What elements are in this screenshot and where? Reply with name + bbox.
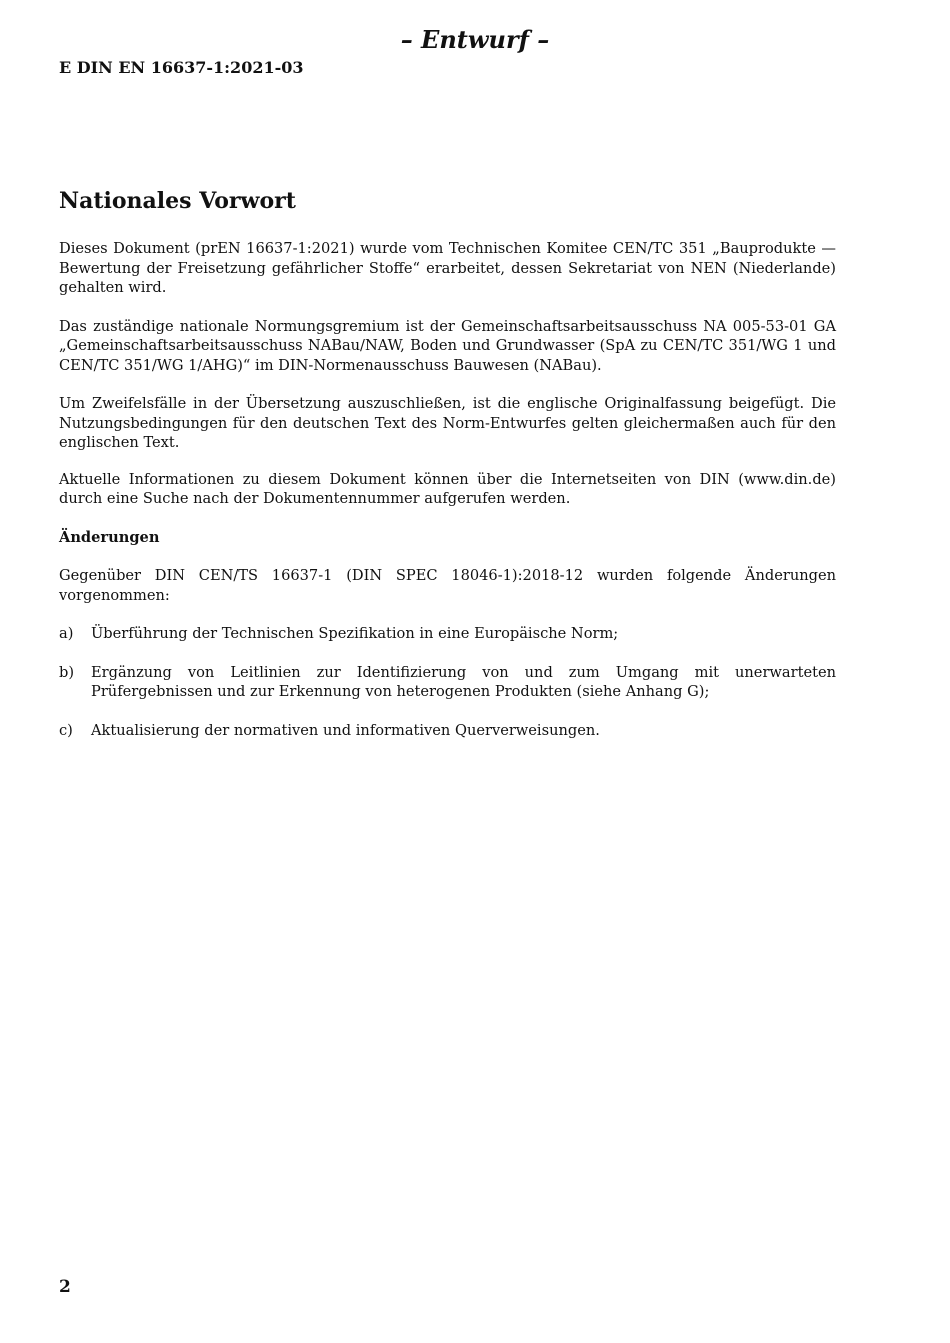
- paragraph-translation: Um Zweifelsfälle in der Übersetzung auszuschließen, ist die englische Originalfassung beigefügt. Die Nutzungsbedingungen für den deutschen Text des Norm-Entwurfes gelten gleichermaßen auch für den englischen Text.: [59, 395, 836, 451]
- changes-heading: Änderungen: [59, 528, 160, 546]
- list-item: [59, 663, 836, 702]
- paragraph-secretariat: Dieses Dokument (prEN 16637-1:2021) wurde vom Technischen Komitee CEN/TC 351 „Bauprodukte — Bewertung der Freisetzung gefährlicher Stoffe“ erarbeitet, dessen Sekretariat von NEN (Niederlande) gehalten wird.: [59, 240, 836, 296]
- list-marker: c): [59, 721, 73, 739]
- list-item: [59, 624, 836, 644]
- section-title: Nationales Vorwort: [59, 188, 296, 214]
- changes-intro: Gegenüber DIN CEN/TS 16637-1 (DIN SPEC 18046-1):2018-12 wurden folgende Änderungen vorgenommen:: [59, 567, 836, 604]
- list-item-text: Aktualisierung der normativen und informativen Querverweisungen.: [91, 721, 600, 739]
- list-item-text: Überführung der Technischen Spezifikation in eine Europäische Norm;: [91, 625, 619, 642]
- draft-banner: – Entwurf –: [400, 25, 550, 54]
- list-marker: a): [59, 625, 74, 642]
- list-marker: b): [59, 663, 75, 681]
- changes-list: [59, 624, 836, 740]
- paragraph-national-committee: Das zuständige nationale Normungsgremium ist der Gemeinschaftsarbeitsausschuss NA 005-53-01 GA „Gemeinschaftsarbeitsausschuss NABau/NAW, Boden und Grundwasser (SpA zu CEN/TC 351/WG 1 und CEN/TC 351/WG 1/AHG)“ im DIN-Normenausschuss Bauwesen (NABau).: [59, 317, 836, 374]
- document-body: [59, 239, 836, 759]
- document-id: E DIN EN 16637-1:2021-03: [59, 58, 304, 77]
- page-number: 2: [59, 1277, 71, 1297]
- paragraph-current-info: Aktuelle Informationen zu diesem Dokument können über die Internetseiten von DIN (www.din.de) durch eine Suche nach der Dokumentennummer aufgerufen werden.: [59, 470, 836, 507]
- list-item-text: Ergänzung von Leitlinien zur Identifizierung von und zum Umgang mit unerwarteten Prüfergebnissen und zur Erkennung von heterogenen Produkten (siehe Anhang G);: [91, 663, 836, 700]
- list-item: [59, 721, 836, 741]
